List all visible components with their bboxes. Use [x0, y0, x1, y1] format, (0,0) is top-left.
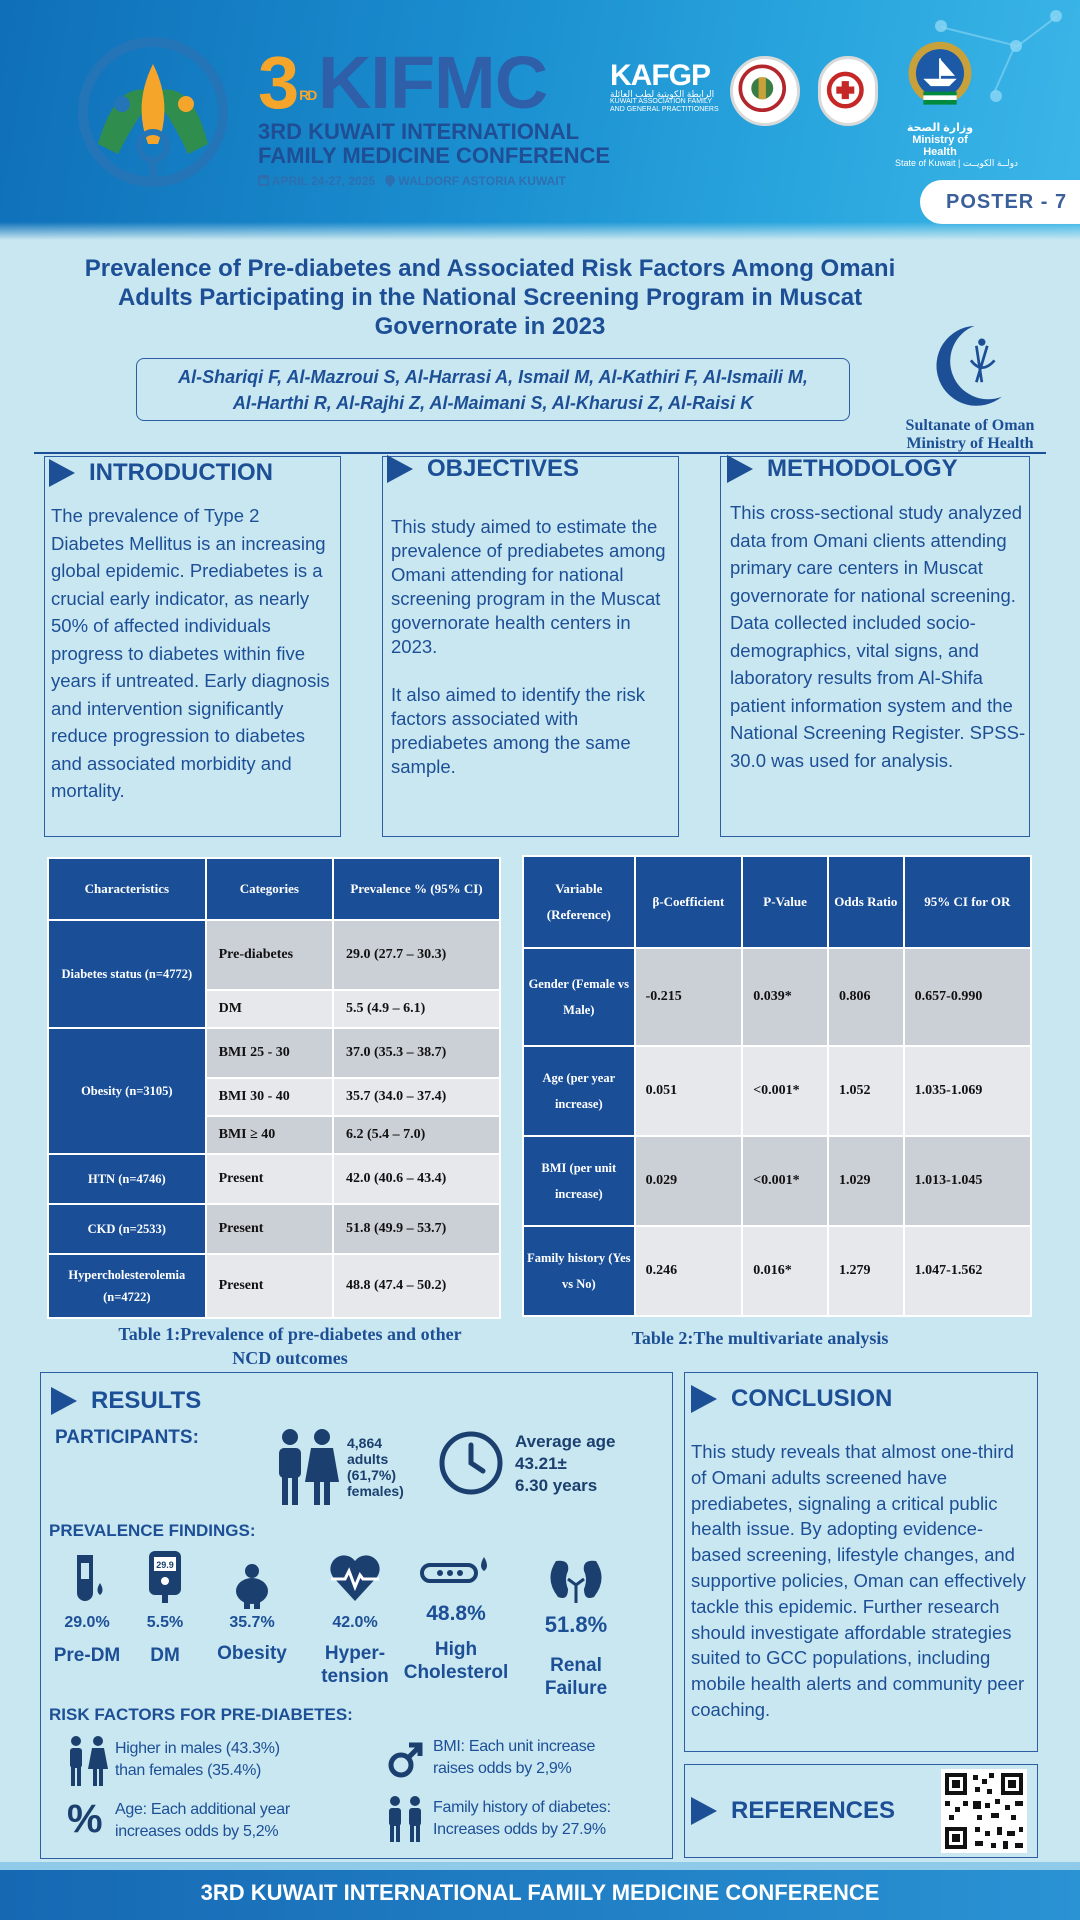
introduction-section: [44, 456, 341, 837]
conclusion-heading: [691, 1385, 892, 1413]
finding-label-1: Renal: [550, 1655, 602, 1676]
finding-label: Pre-DM: [53, 1645, 121, 1666]
table1-category: Present: [206, 1254, 333, 1318]
moh-english: Ministry of Health: [912, 134, 968, 158]
table1-category: BMI ≥ 40: [206, 1116, 333, 1154]
finding-value: 48.8%: [426, 1602, 486, 1625]
table2-variable: Gender (Female vs Male): [523, 948, 635, 1046]
results-heading: [51, 1387, 201, 1415]
objectives-section: [382, 456, 679, 837]
location-pin-icon: [383, 173, 397, 187]
risk-factors-label: RISK FACTORS FOR PRE-DIABETES:: [49, 1705, 353, 1724]
finding-hypertension: [313, 1553, 397, 1688]
finding-label: Obesity: [217, 1643, 287, 1664]
participants-icon: [273, 1427, 339, 1507]
moh-state: State of Kuwait | دولــة الكويــت: [895, 158, 1019, 168]
clock-icon: [437, 1429, 505, 1497]
participants-female-label: females): [347, 1483, 404, 1499]
table1-value: 51.8 (49.9 – 53.7): [333, 1204, 500, 1254]
risk-bmi-line-1: BMI: Each unit increase: [433, 1738, 596, 1755]
table1-category: BMI 25 - 30: [206, 1028, 333, 1078]
finding-label-1: Hyper-: [324, 1643, 386, 1664]
triangle-bullet-icon: [387, 455, 413, 483]
table2-cell: 1.052: [828, 1046, 904, 1136]
finding-dm: [127, 1549, 203, 1667]
risk-family-history: [433, 1797, 611, 1841]
male-symbol-icon: [387, 1739, 423, 1779]
network-line: [1016, 16, 1057, 48]
table2-variable: Family history (Yes vs No): [523, 1226, 635, 1316]
conference-name: [258, 41, 611, 188]
results-heading-text: RESULTS: [91, 1387, 202, 1414]
multivariate-table: [522, 855, 1032, 1317]
association-seal: [730, 56, 800, 126]
table1-caption: [60, 1322, 520, 1370]
table1-value: 48.8 (47.4 – 50.2): [333, 1254, 500, 1318]
methodology-section: [720, 456, 1030, 837]
participants-female-pct: (61,7%): [347, 1467, 397, 1483]
artery-icon: [420, 1553, 492, 1589]
conference-footer: [0, 1862, 1080, 1920]
table2-header-variable: Variable (Reference): [523, 856, 635, 948]
table1-category: Present: [206, 1204, 333, 1254]
couple-icon: [65, 1735, 109, 1787]
percent-icon: %: [67, 1797, 103, 1841]
table1-group-label: Obesity (n=3105): [48, 1028, 206, 1154]
kuwait-emblem-icon: [903, 38, 977, 112]
results-section: [40, 1372, 673, 1859]
triangle-bullet-icon: [727, 455, 753, 483]
methodology-heading: [727, 455, 958, 483]
risk-gender: [115, 1738, 280, 1782]
average-age-sd: 6.30 years: [515, 1476, 598, 1495]
kafgp-title: KAFGP: [610, 59, 710, 92]
table1-value: 42.0 (40.6 – 43.4): [333, 1154, 500, 1204]
prevalence-table: [47, 857, 501, 1319]
risk-bmi: [433, 1736, 595, 1780]
references-section: [684, 1764, 1038, 1858]
objectives-heading: [387, 455, 579, 483]
finding-value: 29.0%: [64, 1614, 110, 1631]
table2-header-ci: 95% CI for OR: [904, 856, 1031, 948]
finding-label: DM: [150, 1645, 180, 1666]
methodology-text: This cross-sectional study analyzed data from Omani clients attending primary care centers in Muscat governorate for national screening. Data collected included socio-demographics, vital signs, and laboratory results from Al-Shifa patient information system and the National Screening Register. SPSS-30.0 was used for analysis.: [730, 502, 1026, 771]
conclusion-text: This study reveals that almost one-third of Omani adults screened have prediabetes, signaling a critical public health issue. By adopting evidence-based screening, lifestyle changes, and supportive policies, Oman can effectively tackle this epidemic. Further research should investigate affordable strategies suited to GCC populations, including mobile health alerts and community peer coaching.: [691, 1441, 1026, 1720]
network-line: [993, 45, 1016, 93]
finding-renal-failure: [521, 1555, 631, 1700]
table1-header-characteristics: Characteristics: [48, 858, 206, 920]
risk-gender-line-2: than females (35.4%): [115, 1762, 262, 1779]
introduction-text: The prevalence of Type 2 Diabetes Mellitus is an increasing global epidemic. Prediabetes is a crucial early indicator, as nearly 50% of affected individuals progress to diabetes within five years if untreated. Early diagnosis and intervention significantly reduce progression to diabetes and associated morbidity and mortality.: [51, 505, 330, 801]
table1-value: 37.0 (35.3 – 38.7): [333, 1028, 500, 1078]
triangle-bullet-icon: [691, 1797, 717, 1825]
conference-line-1: 3RD KUWAIT INTERNATIONAL: [258, 119, 580, 144]
participants-label: PARTICIPANTS:: [55, 1427, 199, 1448]
objectives-text-1: This study aimed to estimate the prevalence of prediabetes among Omani attending for national screening program in the Muscat governorate health centers in 2023.: [391, 516, 666, 657]
glucometer-reading: 29.9: [156, 1560, 174, 1570]
table1-group-label: HTN (n=4746): [48, 1154, 206, 1204]
table2-cell: 0.246: [635, 1226, 743, 1316]
table2-variable: Age (per year increase): [523, 1046, 635, 1136]
family-icon: [385, 1795, 425, 1843]
table2-cell: 0.051: [635, 1046, 743, 1136]
table2-cell: -0.215: [635, 948, 743, 1046]
title-divider: [34, 452, 1046, 454]
risk-bmi-line-2: raises odds by 2,9%: [433, 1760, 572, 1777]
test-tube-icon: [67, 1553, 107, 1605]
conference-logo: [78, 34, 228, 194]
table1-value: 5.5 (4.9 – 6.1): [333, 990, 500, 1028]
conference-dates: APRIL 24-27, 2025: [271, 174, 376, 188]
prevalence-findings-label: PREVALENCE FINDINGS:: [49, 1521, 256, 1540]
table1-header-prevalence: Prevalence % (95% CI): [333, 858, 500, 920]
table2-cell: 1.035-1.069: [904, 1046, 1031, 1136]
poster-tag: POSTER - 7: [920, 180, 1080, 224]
person-icon: [232, 1563, 272, 1609]
table2-cell: 0.806: [828, 948, 904, 1046]
finding-label-2: Cholesterol: [403, 1662, 509, 1683]
table2-cell: 1.279: [828, 1226, 904, 1316]
table2-cell: 1.013-1.045: [904, 1136, 1031, 1226]
table1-value: 6.2 (5.4 – 7.0): [333, 1116, 500, 1154]
risk-gender-line-1: Higher in males (43.3%): [115, 1740, 280, 1757]
objectives-heading-text: OBJECTIVES: [427, 455, 580, 482]
table1-caption-line-2: NCD outcomes: [232, 1348, 348, 1368]
conference-line-2: FAMILY MEDICINE CONFERENCE: [258, 143, 611, 168]
finding-obesity: [207, 1563, 297, 1665]
conference-venue: WALDORF ASTORIA KUWAIT: [398, 174, 566, 188]
conference-acronym: KIFMC: [317, 41, 548, 124]
table1-group-label: CKD (n=2533): [48, 1204, 206, 1254]
table1-group-label: Diabetes status (n=4772): [48, 920, 206, 1028]
references-heading-text: REFERENCES: [731, 1797, 896, 1824]
kafgp-line-2: AND GENERAL PRACTITIONERS: [610, 106, 719, 113]
oman-moh-logo: [890, 318, 1050, 453]
triangle-bullet-icon: [691, 1385, 717, 1413]
table1-category: BMI 30 - 40: [206, 1078, 333, 1116]
table1-category: Present: [206, 1154, 333, 1204]
table2-header-beta: β-Coefficient: [635, 856, 743, 948]
kafgp-line-1: KUWAIT ASSOCIATION FAMILY: [610, 98, 713, 105]
average-age-text: [515, 1431, 615, 1497]
kafgp-logo: [610, 59, 720, 114]
conference-number: 3 $^{RD}$: [258, 41, 316, 124]
table2-cell: <0.001*: [742, 1136, 828, 1226]
calendar-icon: [258, 175, 269, 186]
table2-caption: Table 2:The multivariate analysis: [631, 1328, 889, 1348]
finding-value: 35.7%: [229, 1614, 275, 1631]
table1-value: 35.7 (34.0 – 37.4): [333, 1078, 500, 1116]
finding-cholesterol: [401, 1553, 511, 1684]
table1-value: 29.0 (27.7 – 30.3): [333, 920, 500, 990]
table2-cell: 0.039*: [742, 948, 828, 1046]
table1-category: Pre-diabetes: [206, 920, 333, 990]
average-age-mean: 43.21±: [515, 1454, 567, 1473]
triangle-bullet-icon: [51, 1387, 77, 1415]
authors-line-2: Al-Harthi R, Al-Rajhi Z, Al-Maimani S, Al-Kharusi Z, Al-Raisi K: [232, 393, 754, 413]
introduction-heading: [49, 459, 273, 487]
participants-count: 4,864: [347, 1435, 383, 1451]
conclusion-heading-text: CONCLUSION: [731, 1385, 893, 1412]
moh-arabic: وزارة الصحة: [906, 122, 974, 134]
table2-cell: <0.001*: [742, 1046, 828, 1136]
poster-title: Prevalence of Pre-diabetes and Associated Risk Factors Among Omani Adults Participating in the National Screening Program in Muscat Governorate in 2023: [84, 255, 896, 340]
footer-text: 3RD KUWAIT INTERNATIONAL FAMILY MEDICINE CONFERENCE: [200, 1880, 880, 1905]
finding-label-2: Failure: [544, 1678, 608, 1699]
oman-logo-line-1: Sultanate of Oman: [905, 417, 1035, 434]
table1-category: DM: [206, 990, 333, 1028]
glucometer-icon: [145, 1549, 185, 1605]
finding-label-1: High: [434, 1639, 478, 1660]
kidney-icon: [546, 1555, 606, 1603]
table2-cell: 1.047-1.562: [904, 1226, 1031, 1316]
triangle-bullet-icon: [49, 459, 75, 487]
finding-pre-dm: [47, 1553, 127, 1667]
risk-age-line-1: Age: Each additional year: [115, 1801, 290, 1818]
table2-header-pvalue: P-Value: [742, 856, 828, 948]
finding-value: 5.5%: [146, 1614, 184, 1631]
table2-cell: 0.029: [635, 1136, 743, 1226]
table2-cell: 0.657-0.990: [904, 948, 1031, 1046]
table1-caption-line-1: Table 1:Prevalence of pre-diabetes and other: [118, 1324, 462, 1344]
kuwait-moh-logo: [895, 38, 1019, 169]
objectives-text-2: It also aimed to identify the risk factors associated with prediabetes among the same sample.: [391, 684, 645, 777]
risk-family-line-2: Increases odds by 27.9%: [433, 1821, 606, 1838]
introduction-heading-text: INTRODUCTION: [89, 459, 273, 486]
participants-unit: adults: [347, 1451, 389, 1467]
average-age-label: Average age: [515, 1432, 616, 1451]
table1-header-categories: Categories: [206, 858, 333, 920]
risk-age: [115, 1799, 290, 1843]
risk-age-line-2: increases odds by 5,2%: [115, 1823, 279, 1840]
table2-cell: 1.029: [828, 1136, 904, 1226]
finding-value: 42.0%: [332, 1614, 378, 1631]
table2-variable: BMI (per unit increase): [523, 1136, 635, 1226]
oman-logo-line-2: Ministry of Health: [906, 435, 1034, 452]
heartbeat-icon: [327, 1553, 383, 1603]
conference-header: [0, 0, 1080, 240]
conference-meta: [258, 174, 578, 188]
society-seal: [818, 56, 878, 126]
qr-code-icon[interactable]: [941, 1769, 1027, 1853]
risk-family-line-1: Family history of diabetes:: [433, 1799, 611, 1816]
methodology-heading-text: METHODOLOGY: [767, 455, 958, 482]
authors-box: [136, 358, 850, 421]
oman-emblem-icon: [920, 318, 1020, 410]
kafgp-arabic: الرابطة الكويتية لطب العائلة: [610, 89, 715, 99]
table2-cell: 0.016*: [742, 1226, 828, 1316]
participants-text: [347, 1435, 404, 1499]
finding-label-2: tension: [321, 1666, 389, 1687]
table2-header-odds-ratio: Odds Ratio: [828, 856, 904, 948]
references-heading: [691, 1797, 895, 1825]
authors-line-1: Al-Shariqi F, Al-Mazroui S, Al-Harrasi A, Ismail M, Al-Kathiri F, Al-Ismaili M,: [178, 367, 808, 387]
conclusion-section: [684, 1372, 1038, 1752]
finding-value: 51.8%: [544, 1612, 608, 1637]
table1-group-label: Hypercholesterolemia (n=4722): [48, 1254, 206, 1318]
network-node: [990, 90, 1002, 102]
